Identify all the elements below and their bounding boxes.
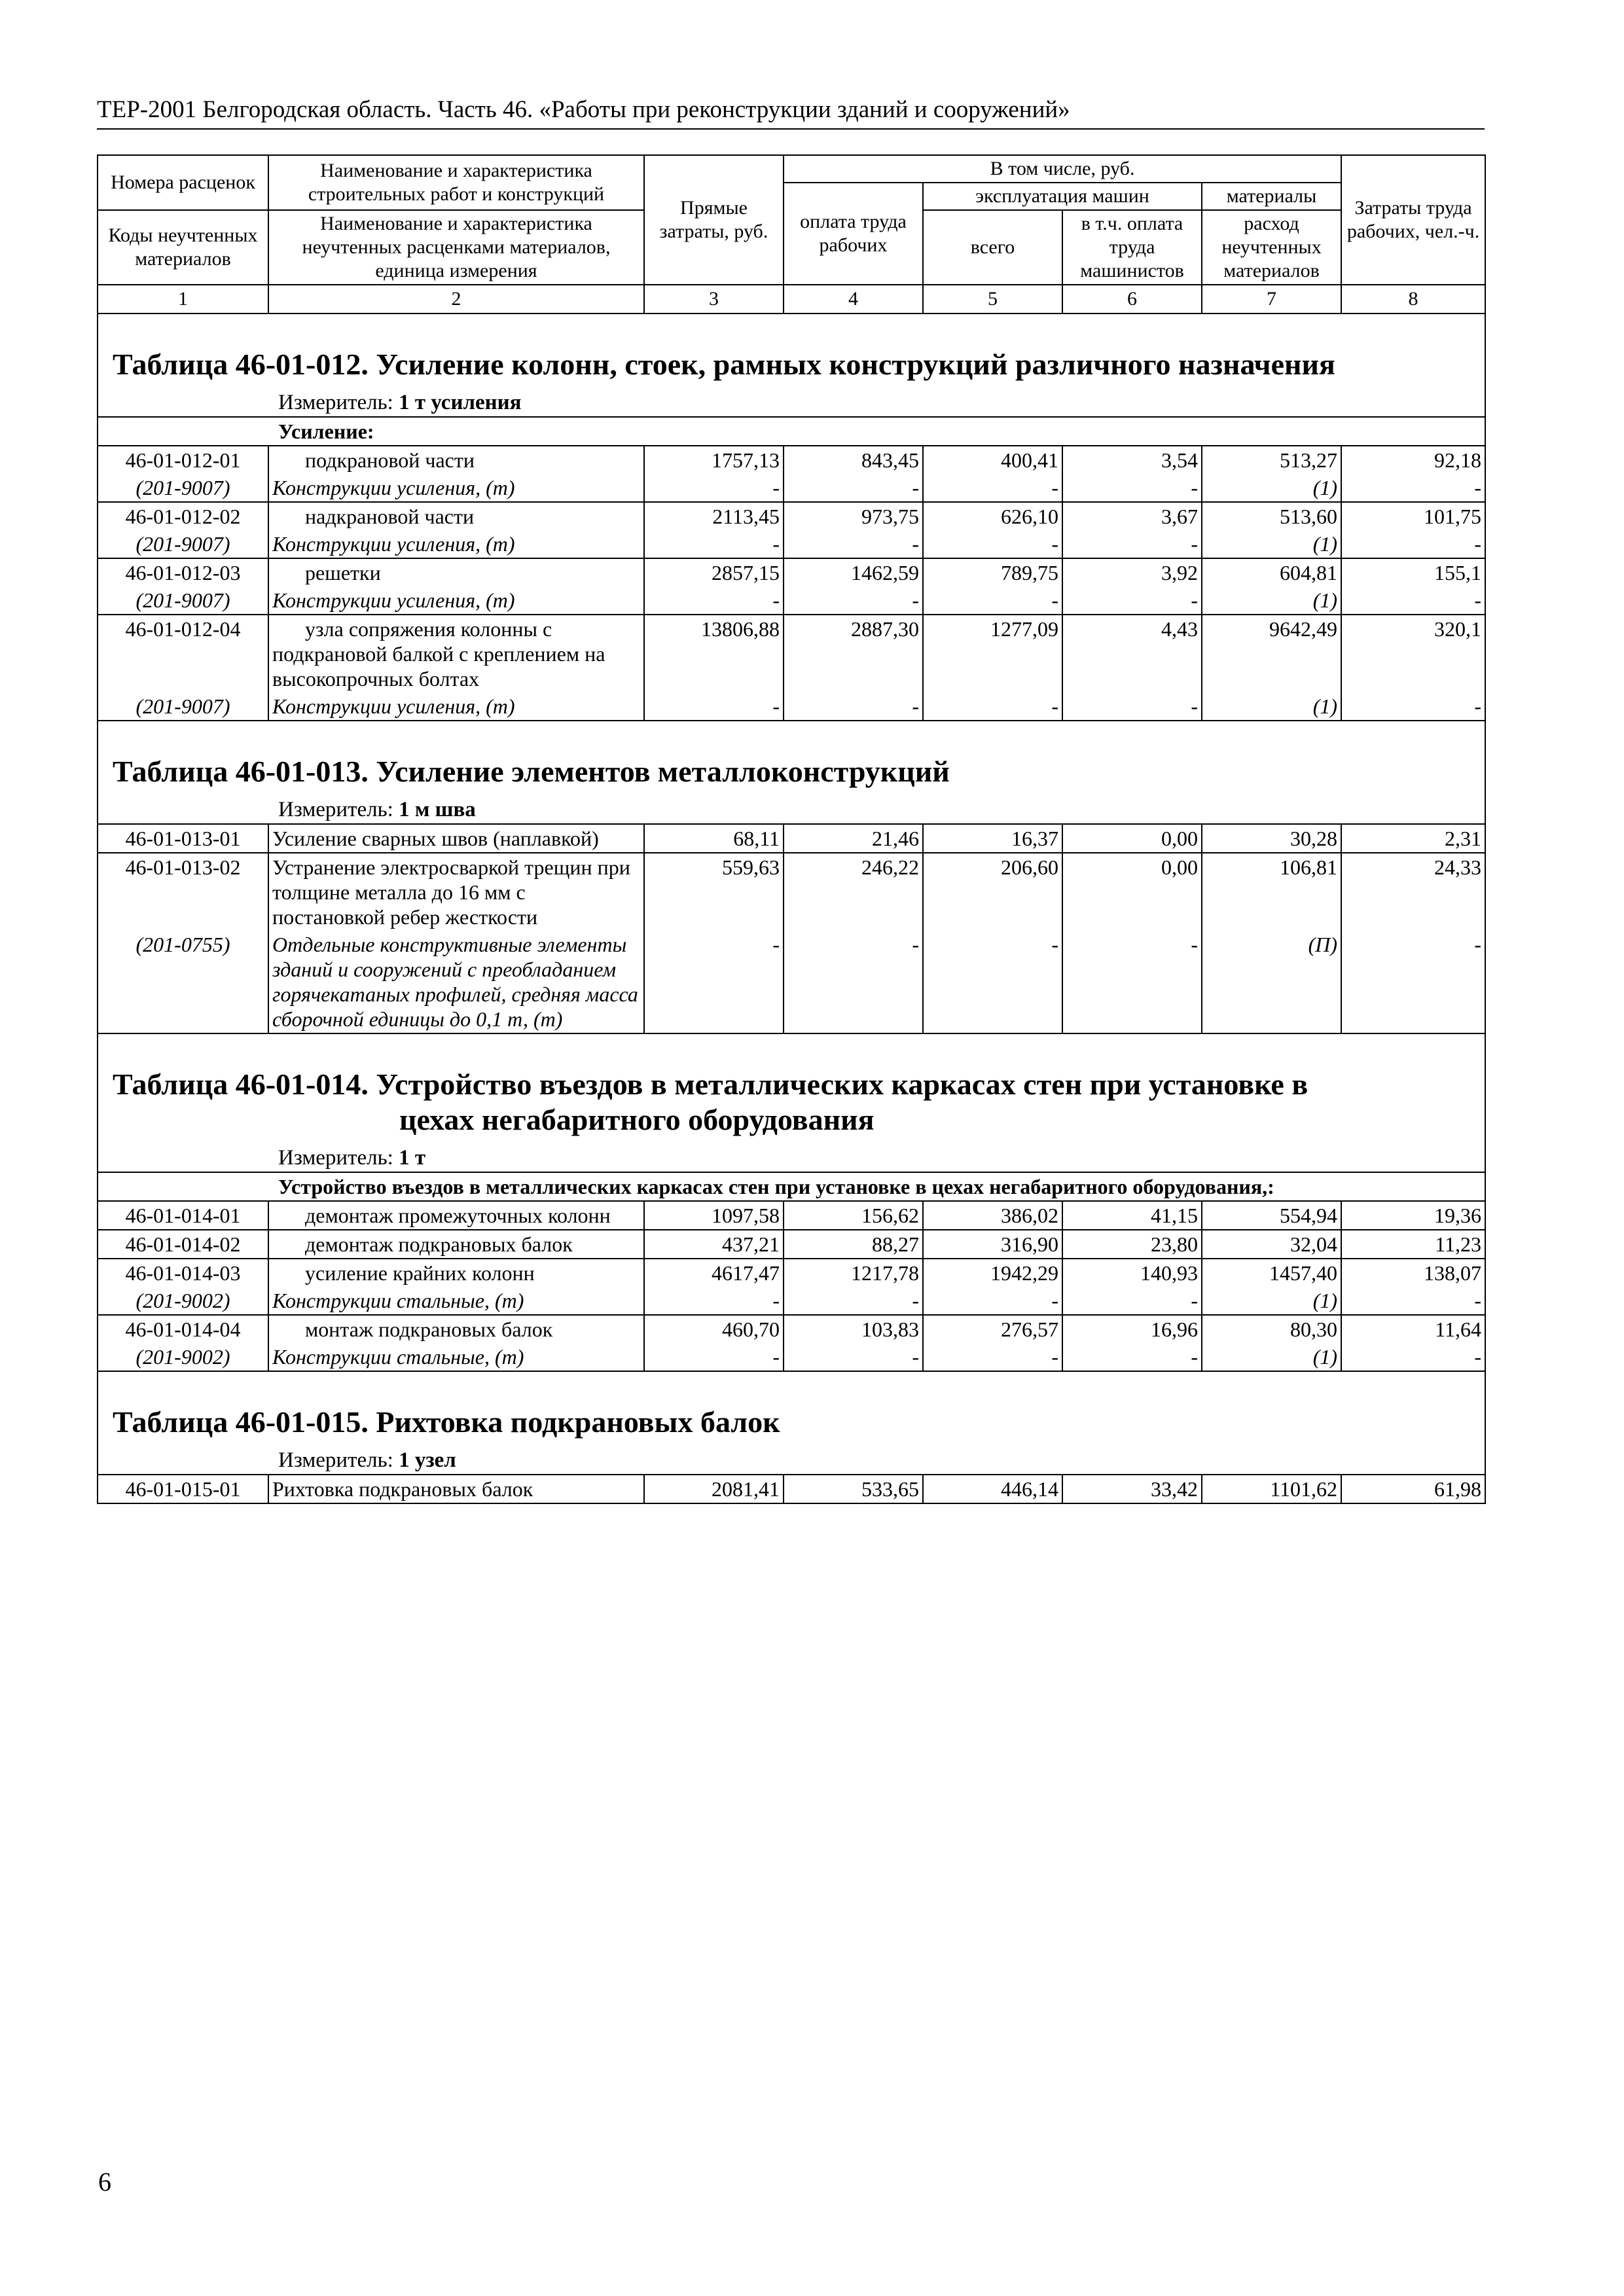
value-cell: 156,62 <box>784 1201 923 1230</box>
rate-code: 46-01-013-02 <box>98 853 268 931</box>
value-cell: 4,43 <box>1062 615 1202 692</box>
value-cell: 13806,88 <box>644 615 784 692</box>
value-cell: - <box>1062 692 1202 721</box>
rates-table <box>97 154 1486 1504</box>
value-cell: - <box>1341 692 1485 721</box>
meter-row <box>98 796 1485 824</box>
value-cell: - <box>923 692 1062 721</box>
rate-name: подкрановой части <box>268 446 644 474</box>
col1-bottom-header: Коды неучтенных материалов <box>98 210 268 285</box>
value-cell: 320,1 <box>1341 615 1485 692</box>
col-number: 2 <box>268 285 644 314</box>
material-name: Конструкции усиления, (т) <box>268 586 644 615</box>
col-number: 6 <box>1062 285 1202 314</box>
value-cell: - <box>1062 931 1202 1033</box>
value-cell: 155,1 <box>1341 558 1485 586</box>
value-cell: - <box>1341 530 1485 558</box>
material-name: Отдельные конструктивные элементы зданий и сооружений с преобладанием горячекатаных профилей, средняя масса сборочной единицы до 0,1 т, (т) <box>268 931 644 1033</box>
value-cell: 68,11 <box>644 824 784 853</box>
value-cell: 2887,30 <box>784 615 923 692</box>
value-cell: 1277,09 <box>923 615 1062 692</box>
value-cell: 533,65 <box>784 1475 923 1503</box>
value-cell: - <box>644 474 784 502</box>
table-row <box>98 446 1485 474</box>
meter: Измеритель: 1 т <box>98 1144 1485 1172</box>
value-cell: 2081,41 <box>644 1475 784 1503</box>
value-cell: 11,64 <box>1341 1315 1485 1343</box>
value-cell: - <box>1341 931 1485 1033</box>
value-cell: - <box>784 1287 923 1315</box>
col7-header: расход неучтенных материалов <box>1202 210 1341 285</box>
value-cell: 21,46 <box>784 824 923 853</box>
rate-name: усиление крайних колонн <box>268 1259 644 1287</box>
value-cell: 30,28 <box>1202 824 1341 853</box>
value-cell: 106,81 <box>1202 853 1341 931</box>
value-cell: - <box>923 1343 1062 1371</box>
value-cell: - <box>923 474 1062 502</box>
value-cell: 2113,45 <box>644 502 784 530</box>
rate-name: монтаж подкрановых балок <box>268 1315 644 1343</box>
col-number: 5 <box>923 285 1062 314</box>
meter: Измеритель: 1 узел <box>98 1446 1485 1475</box>
subhead: Устройство въездов в металлических каркасах стен при установке в цехах негабаритного оборудования,: <box>98 1172 1485 1201</box>
value-cell: - <box>923 586 1062 615</box>
value-cell: (П) <box>1202 931 1341 1033</box>
table-row <box>98 824 1485 853</box>
value-cell: - <box>784 692 923 721</box>
value-cell: 3,67 <box>1062 502 1202 530</box>
meter-row <box>98 1446 1485 1475</box>
value-cell: 460,70 <box>644 1315 784 1343</box>
value-cell: 400,41 <box>923 446 1062 474</box>
value-cell: (1) <box>1202 1343 1341 1371</box>
header-row-1 <box>98 155 1485 183</box>
table-row <box>98 1230 1485 1259</box>
material-row <box>98 931 1485 1033</box>
table-row <box>98 1201 1485 1230</box>
value-cell: 33,42 <box>1062 1475 1202 1503</box>
col-number: 3 <box>644 285 784 314</box>
value-cell: 559,63 <box>644 853 784 931</box>
material-code: (201-9002) <box>98 1287 268 1315</box>
table-row <box>98 853 1485 931</box>
value-cell: - <box>644 931 784 1033</box>
material-row <box>98 474 1485 502</box>
value-cell: 11,23 <box>1341 1230 1485 1259</box>
section-title-row <box>98 1371 1485 1446</box>
rate-code: 46-01-013-01 <box>98 824 268 853</box>
value-cell: (1) <box>1202 692 1341 721</box>
table-row <box>98 1475 1485 1503</box>
rate-code: 46-01-014-02 <box>98 1230 268 1259</box>
table-row <box>98 502 1485 530</box>
section-title: Таблица 46-01-015. Рихтовка подкрановых балок <box>98 1371 1485 1446</box>
material-name: Конструкции усиления, (т) <box>268 474 644 502</box>
value-cell: - <box>644 1287 784 1315</box>
value-cell: - <box>923 1287 1062 1315</box>
material-code: (201-9007) <box>98 586 268 615</box>
value-cell: 101,75 <box>1341 502 1485 530</box>
material-code: (201-9007) <box>98 474 268 502</box>
value-cell: 1217,78 <box>784 1259 923 1287</box>
subhead-row <box>98 1172 1485 1201</box>
col4-header: оплата труда рабочих <box>784 183 923 285</box>
value-cell: 843,45 <box>784 446 923 474</box>
section-title-row <box>98 721 1485 796</box>
value-cell: - <box>923 931 1062 1033</box>
section-title: Таблица 46-01-012. Усиление колонн, стоек, рамных конструкций различного назначения <box>98 314 1485 389</box>
value-cell: 386,02 <box>923 1201 1062 1230</box>
table-row <box>98 1315 1485 1343</box>
value-cell: 2857,15 <box>644 558 784 586</box>
material-code: (201-9002) <box>98 1343 268 1371</box>
material-name: Конструкции усиления, (т) <box>268 530 644 558</box>
value-cell: 9642,49 <box>1202 615 1341 692</box>
meter-row <box>98 389 1485 417</box>
material-row <box>98 692 1485 721</box>
value-cell: (1) <box>1202 474 1341 502</box>
value-cell: 554,94 <box>1202 1201 1341 1230</box>
material-row <box>98 1287 1485 1315</box>
materials-header: материалы <box>1202 183 1341 210</box>
value-cell: - <box>644 530 784 558</box>
material-code: (201-9007) <box>98 692 268 721</box>
value-cell: 88,27 <box>784 1230 923 1259</box>
table-row <box>98 615 1485 692</box>
value-cell: - <box>1341 586 1485 615</box>
rate-code: 46-01-012-01 <box>98 446 268 474</box>
value-cell: 973,75 <box>784 502 923 530</box>
value-cell: - <box>784 586 923 615</box>
rate-code: 46-01-015-01 <box>98 1475 268 1503</box>
value-cell: 23,80 <box>1062 1230 1202 1259</box>
rate-name: надкрановой части <box>268 502 644 530</box>
value-cell: 1097,58 <box>644 1201 784 1230</box>
value-cell: 626,10 <box>923 502 1062 530</box>
value-cell: 1462,59 <box>784 558 923 586</box>
col6-header: в т.ч. оплата труда машинистов <box>1062 210 1202 285</box>
col-number: 4 <box>784 285 923 314</box>
col2-top-header: Наименование и характеристика строительных работ и конструкций <box>268 155 644 210</box>
rate-code: 46-01-012-02 <box>98 502 268 530</box>
value-cell: 1757,13 <box>644 446 784 474</box>
section-title-row <box>98 1033 1485 1144</box>
value-cell: - <box>1341 474 1485 502</box>
rate-code: 46-01-014-04 <box>98 1315 268 1343</box>
value-cell: 61,98 <box>1341 1475 1485 1503</box>
section-title: Таблица 46-01-013. Усиление элементов металлоконструкций <box>98 721 1485 796</box>
value-cell: 2,31 <box>1341 824 1485 853</box>
value-cell: 0,00 <box>1062 824 1202 853</box>
value-cell: (1) <box>1202 530 1341 558</box>
value-cell: 41,15 <box>1062 1201 1202 1230</box>
col1-top-header: Номера расценок <box>98 155 268 210</box>
material-row <box>98 530 1485 558</box>
value-cell: 16,96 <box>1062 1315 1202 1343</box>
material-code: (201-0755) <box>98 931 268 1033</box>
value-cell: 604,81 <box>1202 558 1341 586</box>
col-number: 8 <box>1341 285 1485 314</box>
value-cell: 1942,29 <box>923 1259 1062 1287</box>
value-cell: 513,60 <box>1202 502 1341 530</box>
value-cell: 32,04 <box>1202 1230 1341 1259</box>
value-cell: - <box>1062 1343 1202 1371</box>
value-cell: - <box>1062 530 1202 558</box>
value-cell: 3,54 <box>1062 446 1202 474</box>
value-cell: 24,33 <box>1341 853 1485 931</box>
value-cell: 446,14 <box>923 1475 1062 1503</box>
meter: Измеритель: 1 т усиления <box>98 389 1485 417</box>
value-cell: 92,18 <box>1341 446 1485 474</box>
value-cell: - <box>1062 474 1202 502</box>
material-row <box>98 586 1485 615</box>
meter-row <box>98 1144 1485 1172</box>
rate-name: демонтаж промежуточных колонн <box>268 1201 644 1230</box>
value-cell: 316,90 <box>923 1230 1062 1259</box>
value-cell: - <box>644 586 784 615</box>
machines-header: эксплуатация машин <box>923 183 1202 210</box>
value-cell: 16,37 <box>923 824 1062 853</box>
value-cell: - <box>1062 586 1202 615</box>
value-cell: 4617,47 <box>644 1259 784 1287</box>
value-cell: 140,93 <box>1062 1259 1202 1287</box>
column-numbers-row <box>98 285 1485 314</box>
subhead-row <box>98 417 1485 446</box>
value-cell: - <box>1341 1287 1485 1315</box>
value-cell: (1) <box>1202 586 1341 615</box>
value-cell: - <box>923 530 1062 558</box>
material-code: (201-9007) <box>98 530 268 558</box>
value-cell: - <box>1062 1287 1202 1315</box>
value-cell: - <box>644 692 784 721</box>
material-name: Конструкции стальные, (т) <box>268 1343 644 1371</box>
value-cell: 246,22 <box>784 853 923 931</box>
value-cell: 138,07 <box>1341 1259 1485 1287</box>
value-cell: 19,36 <box>1341 1201 1485 1230</box>
value-cell: 80,30 <box>1202 1315 1341 1343</box>
rate-code: 46-01-014-01 <box>98 1201 268 1230</box>
material-name: Конструкции усиления, (т) <box>268 692 644 721</box>
rate-name: решетки <box>268 558 644 586</box>
rate-name: Усиление сварных швов (наплавкой) <box>268 824 644 853</box>
rate-name: Устранение электросваркой трещин при толщине металла до 16 мм с постановкой ребер жесткости <box>268 853 644 931</box>
rate-code: 46-01-012-04 <box>98 615 268 692</box>
rate-name: Рихтовка подкрановых балок <box>268 1475 644 1503</box>
col-number: 1 <box>98 285 268 314</box>
value-cell: 1457,40 <box>1202 1259 1341 1287</box>
material-name: Конструкции стальные, (т) <box>268 1287 644 1315</box>
col-number: 7 <box>1202 285 1341 314</box>
value-cell: - <box>784 1343 923 1371</box>
value-cell: 206,60 <box>923 853 1062 931</box>
material-row <box>98 1343 1485 1371</box>
table-row <box>98 558 1485 586</box>
value-cell: - <box>784 530 923 558</box>
value-cell: - <box>1341 1343 1485 1371</box>
value-cell: 789,75 <box>923 558 1062 586</box>
page-header: ТЕР-2001 Белгородская область. Часть 46. «Работы при реконструкции зданий и сооружений» <box>97 96 1485 130</box>
col8-header: Затраты труда рабочих, чел.-ч. <box>1341 155 1485 285</box>
rate-code: 46-01-012-03 <box>98 558 268 586</box>
col3-header: Прямые затраты, руб. <box>644 155 784 285</box>
col2-bottom-header: Наименование и характеристика неучтенных расценками материалов, единица измерения <box>268 210 644 285</box>
value-cell: - <box>784 931 923 1033</box>
value-cell: 437,21 <box>644 1230 784 1259</box>
value-cell: - <box>784 474 923 502</box>
value-cell: 276,57 <box>923 1315 1062 1343</box>
group-header: В том числе, руб. <box>784 155 1341 183</box>
value-cell: 1101,62 <box>1202 1475 1341 1503</box>
rate-code: 46-01-014-03 <box>98 1259 268 1287</box>
page-number: 6 <box>98 2167 111 2197</box>
section-title: Таблица 46-01-014. Устройство въездов в металлических каркасах стен при установке в цехах негабаритного оборудования <box>98 1033 1485 1144</box>
col5-header: всего <box>923 210 1062 285</box>
value-cell: 103,83 <box>784 1315 923 1343</box>
value-cell: - <box>644 1343 784 1371</box>
rate-name: узла сопряжения колонны с подкрановой балкой с креплением на высокопрочных болтах <box>268 615 644 692</box>
value-cell: 0,00 <box>1062 853 1202 931</box>
section-title-row <box>98 314 1485 389</box>
rate-name: демонтаж подкрановых балок <box>268 1230 644 1259</box>
value-cell: 3,92 <box>1062 558 1202 586</box>
value-cell: 513,27 <box>1202 446 1341 474</box>
subhead: Усиление: <box>98 417 1485 446</box>
table-row <box>98 1259 1485 1287</box>
value-cell: (1) <box>1202 1287 1341 1315</box>
meter: Измеритель: 1 м шва <box>98 796 1485 824</box>
